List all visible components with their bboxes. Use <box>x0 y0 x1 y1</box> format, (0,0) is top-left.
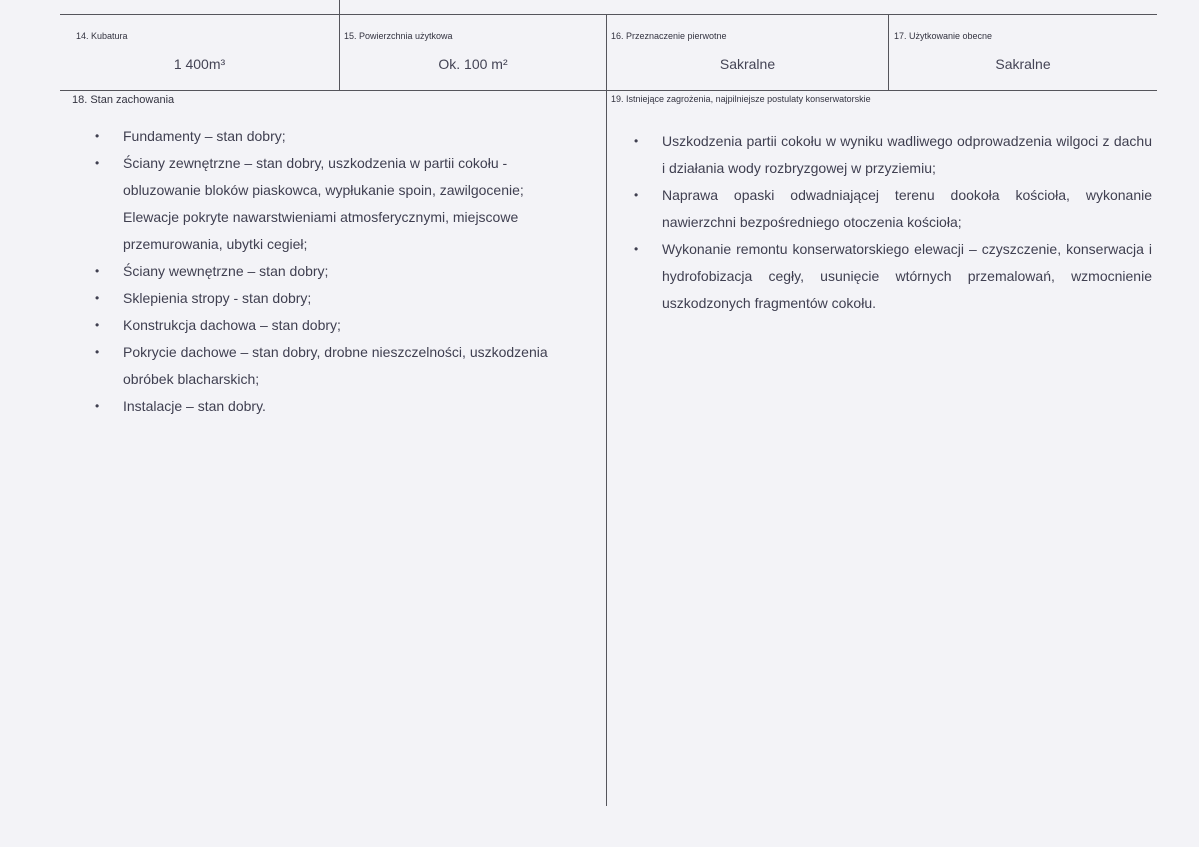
column-divider-3 <box>888 14 889 90</box>
list-item: • Ściany wewnętrzne – stan dobry; <box>95 258 550 285</box>
list-item: • Konstrukcja dachowa – stan dobry; <box>95 312 550 339</box>
top-border <box>60 14 1157 15</box>
zagrozenia-label: 19. Istniejące zagrożenia, najpilniejsze postulaty konserwatorskie <box>611 94 871 104</box>
list-item: • Ściany zewnętrzne – stan dobry, uszkodzenia w partii cokołu - obluzowanie bloków piaskowca, wypłukanie spoin, zawilgocenie; Elewacje pokryte nawarstwieniami atmosferycznymi, miejscowe przemurowania, ubytki cegieł; <box>95 150 550 258</box>
przeznaczenie-value: Sakralne <box>719 56 776 72</box>
list-item: • Sklepienia stropy - stan dobry; <box>95 285 550 312</box>
powierzchnia-value: Ok. 100 m² <box>438 56 508 72</box>
uzytkowanie-label: 17. Użytkowanie obecne <box>894 31 993 41</box>
list-item: • Uszkodzenia partii cokołu w wyniku wadliwego odprowadzenia wilgoci z dachu i działania wody rozbryzgowej w przyziemiu; <box>634 128 1152 182</box>
list-item: • Instalacje – stan dobry. <box>95 393 550 420</box>
list-item: • Fundamenty – stan dobry; <box>95 123 550 150</box>
zagrozenia-list <box>634 128 1152 317</box>
kubatura-value: 1 400m³ <box>173 56 226 72</box>
list-item: • Wykonanie remontu konserwatorskiego elewacji – czyszczenie, konserwacja i hydrofobizacja cegły, usunięcie wtórnych przemalowań, wzmocnienie uszkodzonych fragmentów cokołu. <box>634 236 1152 317</box>
row-divider <box>60 90 1157 91</box>
uzytkowanie-value: Sakralne <box>995 56 1051 72</box>
powierzchnia-label: 15. Powierzchnia użytkowa <box>344 31 453 41</box>
list-item: • Pokrycie dachowe – stan dobry, drobne nieszczelności, uszkodzenia obróbek blacharskich; <box>95 339 550 393</box>
stan-zachowania-list <box>95 123 550 420</box>
przeznaczenie-label: 16. Przeznaczenie pierwotne <box>611 31 727 41</box>
stan-zachowania-label: 18. Stan zachowania <box>72 94 175 106</box>
column-divider-2 <box>606 14 607 806</box>
list-item: • Naprawa opaski odwadniającej terenu dookoła kościoła, wykonanie nawierzchni bezpośredniego otoczenia kościoła; <box>634 182 1152 236</box>
column-divider-1 <box>339 0 340 90</box>
kubatura-label: 14. Kubatura <box>76 31 128 41</box>
